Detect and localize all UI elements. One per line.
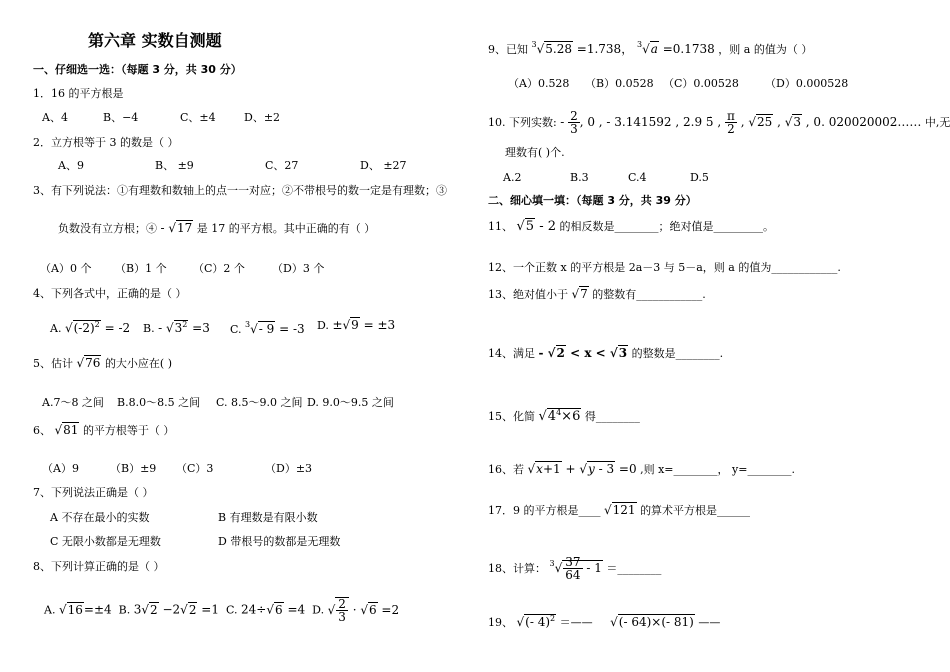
q10-option-b: B.3 xyxy=(570,171,589,184)
q3-stem: 3、有下列说法：①有理数和数轴上的点一一对应；②不带根号的数一定是有理数；③ xyxy=(33,184,447,197)
q8-b-formula: 3√2 −2√2 =1 xyxy=(133,602,219,617)
q7-option-c: C 无限小数都是无理数 xyxy=(50,535,161,548)
q3-option-a: （A）0 个 xyxy=(40,262,92,275)
q1-option-a: A、4 xyxy=(42,111,68,124)
section-2-heading: 二、细心填一填：（每题 3 分，共 39 分） xyxy=(488,194,697,207)
q3-stem-part-b: 是 17 的平方根。其中正确的有（ ） xyxy=(196,222,376,235)
q3-stem-line2 xyxy=(58,221,375,236)
q3-formula: - √17 xyxy=(160,221,193,235)
q10-option-a: A.2 xyxy=(503,171,522,184)
q14-stem: 14、满足 - √2 < x < √3 的整数是________. xyxy=(488,346,724,360)
q10-option-c: C.4 xyxy=(628,171,647,184)
q2-option-c: C、27 xyxy=(265,159,299,172)
q5-stem: 5、估计 √76 的大小应在( ) xyxy=(33,356,173,370)
q7-stem: 7、下列说法正确是（ ） xyxy=(33,486,154,499)
page-title: 第六章 实数自测题 xyxy=(88,31,222,50)
q19-formula-2: √(- 64)×(- 81) xyxy=(610,615,694,629)
q7-option-d: D 带根号的数都是无理数 xyxy=(218,535,341,548)
q3-stem-part-a: 负数没有立方根；④ xyxy=(58,222,157,235)
q1-stem: 1．16 的平方根是 xyxy=(33,87,124,100)
q9-stem: 9、已知 $^3$√5.28 =1.738， $^3$√a =0.1738 ，则 a 的值为（ ） xyxy=(488,40,813,56)
q15-formula: $√4^4\times 6$ xyxy=(538,408,581,424)
q2-option-d: D、 ±27 xyxy=(360,159,407,172)
q10-option-d: D.5 xyxy=(690,171,709,184)
q9-option-d: （D）0.000528 xyxy=(765,77,849,90)
q6-option-a: （A）9 xyxy=(42,462,79,475)
q5-option-b: B.8.0～8.5 之间 xyxy=(117,396,201,409)
q4-option-a: A. $√(-2)^2 = -2$ xyxy=(50,320,131,335)
q4-option-b: B. - $√3^2 =3$ xyxy=(143,320,210,335)
q5-option-a: A.7～8 之间 xyxy=(42,396,104,409)
q17-formula: √121 xyxy=(604,503,636,517)
q17-stem: 17．9 的平方根是____ √121 的算术平方根是______ xyxy=(488,503,751,517)
q4-a-formula: $√(-2)^2 = -2$ xyxy=(64,320,131,335)
q4-b-formula: - $√3^2 =3$ xyxy=(158,320,210,335)
q19-stem: 19、 √(- 4)$^2$ ＝—— √(- 64)×(- 81) —— xyxy=(488,614,721,629)
q13-stem: 13、绝对值小于 √7 的整数有____________. xyxy=(488,287,706,301)
q3-option-b: （B）1 个 xyxy=(115,262,167,275)
q4-option-c: C. $^3$√- 9 = -3 xyxy=(230,320,305,336)
q6-formula: √81 xyxy=(54,423,79,437)
q10-stem: 10. 下列实数: - $\frac{2}{3}$ , 0 , - 3.141592 , 2.9 5̇ , $\frac{\pi}{2}$ , √25 , √3 , 0. 020020002…… 中,无 xyxy=(488,109,950,136)
q1-option-d: D、±2 xyxy=(244,111,281,124)
q1-option-b: B、−4 xyxy=(103,111,139,124)
q6-option-b: （B）±9 xyxy=(110,462,157,475)
q19-formula-1: √(- 4)$^2$ xyxy=(516,614,556,629)
q5-formula: √76 xyxy=(76,356,101,370)
q6-option-c: （C）3 xyxy=(176,462,214,475)
q3-option-d: （D）3 个 xyxy=(272,262,325,275)
q18-formula: $^3$√ $\frac{37}{64}$ - 1 xyxy=(549,555,602,582)
q8-c-formula: 24÷√6 =4 xyxy=(241,602,306,617)
q1-option-c: C、±4 xyxy=(180,111,216,124)
q8-d-formula: √ $\frac{2}{3}$ · √6 =2 xyxy=(327,597,400,624)
q7-option-b: B 有理数是有限小数 xyxy=(218,511,318,524)
q14-formula: - √2 < x < √3 xyxy=(538,346,628,360)
q13-formula: √7 xyxy=(571,287,588,301)
q11-stem: 11、 √5 - 2 的相反数是________；绝对值是_________。 xyxy=(488,219,775,234)
q12-stem: 12、一个正数 x 的平方根是 2a－3 与 5－a，则 a 的值为____________. xyxy=(488,261,841,274)
q16-formula: √x+1 + √y - 3 =0 xyxy=(527,462,637,476)
q2-option-b: B、 ±9 xyxy=(155,159,194,172)
q10-formula: - $\frac{2}{3}$ , 0 , - 3.141592 , 2.9 5̇ , $\frac{\pi}{2}$ , √25 , √3 , 0. 020020002…… xyxy=(560,109,922,136)
q5-option-d: D. 9.0～9.5 之间 xyxy=(307,396,394,409)
q3-option-c: （C）2 个 xyxy=(193,262,245,275)
q9-option-c: （C）0.00528 xyxy=(663,77,739,90)
q9-formula: $^3$√5.28 =1.738， $^3$√a =0.1738 xyxy=(531,40,715,56)
q11-formula: √5 - 2 xyxy=(516,219,557,234)
q8-a-formula: √16=±4 xyxy=(58,602,112,617)
q9-option-a: （A）0.528 xyxy=(508,77,570,90)
q4-option-d: D. ±√9 = ±3 xyxy=(317,318,396,332)
q4-stem: 4、下列各式中，正确的是（ ） xyxy=(33,287,187,300)
q6-stem: 6、 √81 的平方根等于（ ） xyxy=(33,423,175,437)
q8-stem: 8、下列计算正确的是（ ） xyxy=(33,560,165,573)
q16-stem: 16、若 √x+1 + √y - 3 =0 ,则 x=________， y=________. xyxy=(488,462,795,476)
q8-options: A. √16=±4 B. 3√2 −2√2 =1 C. 24÷√6 =4 D. √ $\frac{2}{3}$ · √6 =2 xyxy=(44,597,400,624)
q6-option-d: （D）±3 xyxy=(265,462,313,475)
q9-option-b: （B）0.0528 xyxy=(585,77,654,90)
q4-c-formula: $^3$√- 9 = -3 xyxy=(245,320,305,336)
q10-stem-line2: 理数有( )个. xyxy=(505,146,565,159)
q7-option-a: A 不存在最小的实数 xyxy=(50,511,150,524)
q2-option-a: A、9 xyxy=(58,159,84,172)
q18-stem: 18、计算： $^3$√ $\frac{37}{64}$ - 1 ＝________ xyxy=(488,555,662,582)
q5-option-c: C. 8.5～9.0 之间 xyxy=(216,396,303,409)
section-1-heading: 一、仔细选一选：（每题 3 分，共 30 分） xyxy=(33,63,242,76)
q4-d-formula: ±√9 = ±3 xyxy=(332,318,396,332)
q15-stem: 15、化简 $√4^4\times 6$ 得________ xyxy=(488,408,640,424)
q2-stem: 2．立方根等于 3 的数是（ ） xyxy=(33,136,179,149)
